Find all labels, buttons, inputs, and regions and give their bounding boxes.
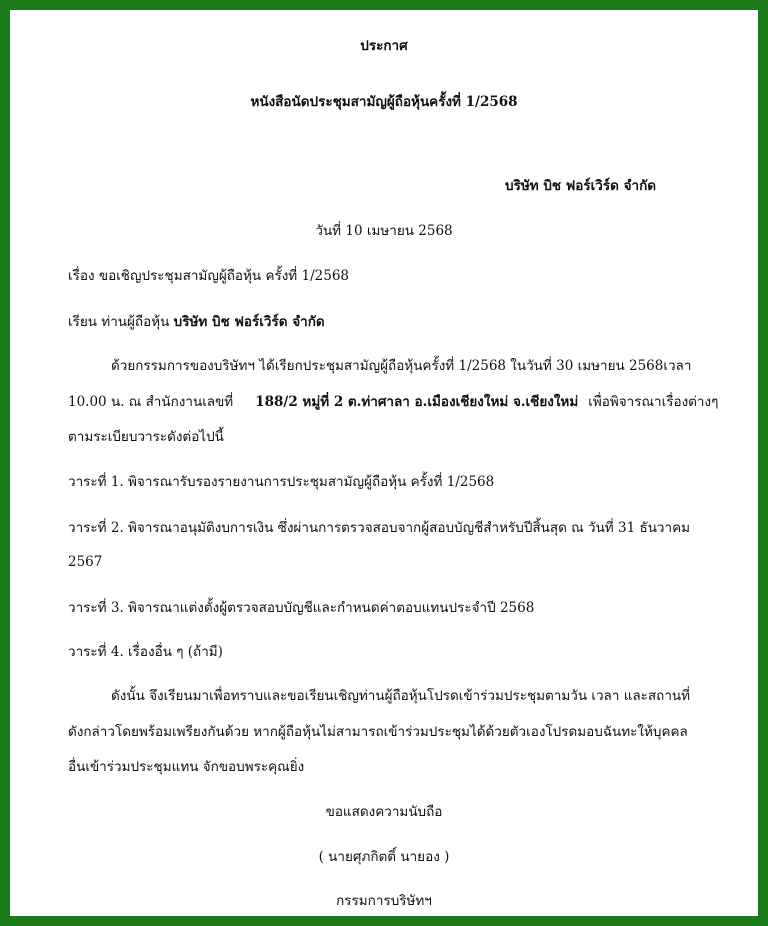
intro-line-3: ตามระเบียบวาระดังต่อไปนี้	[68, 429, 224, 445]
letter-date: วันที่ 10 เมษายน 2568	[315, 223, 453, 239]
closing-line-1: ดังนั้น จึงเรียนมาเพื่อทราบและขอเรียนเชิญท่านผู้ถือหุ้นโปรดเข้าร่วมประชุมตามวัน เวลา และสถานที่	[111, 688, 691, 704]
letter-recipient	[68, 313, 325, 331]
document	[10, 10, 758, 916]
signature-regards: ขอแสดงความนับถือ	[325, 804, 443, 820]
intro-line-2-start: 10.00 น. ณ สำนักงานเลขที่	[68, 394, 234, 410]
signature-position: กรรมการบริษัทฯ	[336, 893, 432, 909]
intro-line-1: ด้วยกรรมการของบริษัทฯ ได้เรียกประชุมสามัญผู้ถือหุ้นครั้งที่ 1/2568 ในวันที่ 30 เมษายน 2568เวลา	[111, 358, 692, 374]
closing-line-2: ดังกล่าวโดยพร้อมเพรียงกันด้วย หากผู้ถือหุ้นไม่สามารถเข้าร่วมประชุมได้ด้วยตัวเองโปรดมอบฉันทะให้บุคคล	[68, 724, 688, 740]
agenda-item-4: วาระที่ 4. เรื่องอื่น ๆ (ถ้ามี)	[68, 644, 223, 660]
letter-subject: เรื่อง ขอเชิญประชุมสามัญผู้ถือหุ้น ครั้งที่ 1/2568	[68, 268, 349, 284]
recipient-prefix: เรียน ท่านผู้ถือหุ้น	[68, 314, 174, 330]
page-subtitle: หนังสือนัดประชุมสามัญผู้ถือหุ้นครั้งที่ 1/2568	[250, 94, 518, 110]
meeting-address: 188/2 หมู่ที่ 2 ต.ท่าศาลา อ.เมืองเชียงใหม่ จ.เชียงใหม่	[255, 394, 579, 410]
agenda-item-2-continued: 2567	[68, 554, 103, 570]
signature-name: ( นายศุภกิตติ์ นายอง )	[318, 849, 450, 865]
closing-line-3: อื่นเข้าร่วมประชุมแทน จักขอบพระคุณยิ่ง	[68, 759, 305, 775]
agenda-item-2: วาระที่ 2. พิจารณาอนุมัติงบการเงิน ซึ่งผ่านการตรวจสอบจากผู้สอบบัญชีสำหรับปีสิ้นสุด ณ วันที่ 31 ธันวาคม	[68, 520, 691, 536]
company-name: บริษัท บิช ฟอร์เวิร์ด จำกัด	[505, 178, 657, 194]
agenda-item-3: วาระที่ 3. พิจารณาแต่งตั้งผู้ตรวจสอบบัญชีและกำหนดค่าตอบแทนประจำปี 2568	[68, 600, 535, 616]
agenda-item-1: วาระที่ 1. พิจารณารับรองรายงานการประชุมสามัญผู้ถือหุ้น ครั้งที่ 1/2568	[68, 474, 495, 490]
intro-line-2	[68, 393, 718, 411]
page-title: ประกาศ	[360, 38, 408, 54]
intro-line-2-end: เพื่อพิจารณาเรื่องต่างๆ	[588, 394, 719, 410]
recipient-company: บริษัท บิช ฟอร์เวิร์ด จำกัด	[173, 314, 325, 330]
